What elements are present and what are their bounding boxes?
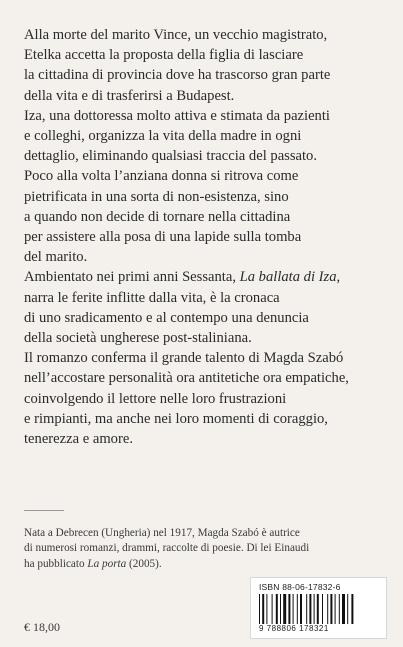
section-divider <box>24 510 64 511</box>
back-cover-blurb <box>24 25 384 449</box>
price-label: € 18,00 <box>24 620 60 634</box>
barcode-label <box>250 577 387 639</box>
barcode-digits: 9 788806 178321 <box>259 624 329 633</box>
blurb-line: Il romanzo conferma il grande talento di Magda Szabó <box>24 350 344 367</box>
bio-line <box>24 557 384 572</box>
bio-line: di numerosi romanzi, drammi, raccolte di poesie. Di lei Einaudi <box>24 542 310 555</box>
blurb-line: del marito. <box>24 249 88 266</box>
blurb-line: a quando non decide di tornare nella cittadina <box>24 208 291 225</box>
blurb-line: pietrificata in una sorta di non-esistenza, sino <box>24 188 289 205</box>
blurb-line: Alla morte del marito Vince, un vecchio magistrato, <box>24 27 328 43</box>
blurb-line: Poco alla volta l’anziana donna si ritrova come <box>24 168 299 185</box>
blurb-line: la cittadina di provincia dove ha trascorso gran parte <box>24 67 331 84</box>
blurb-line: nell’accostare personalità ora antitetiche ora empatiche, <box>24 370 349 387</box>
book-title: La ballata di Iza <box>239 269 337 286</box>
blurb-line-prefix: Ambientato nei primi anni Sessanta, <box>24 269 240 286</box>
blurb-line: della società ungherese post-staliniana. <box>24 330 252 347</box>
blurb-line-suffix: , <box>336 269 341 286</box>
barcode-icon <box>259 594 377 624</box>
blurb-line: narra le ferite inflitte dalla vita, è la cronaca <box>24 289 280 306</box>
author-bio <box>24 526 384 572</box>
bio-line-prefix: ha pubblicato <box>24 557 88 570</box>
blurb-line: dettaglio, eliminando qualsiasi traccia del passato. <box>24 148 318 165</box>
blurb-line: Etelka accetta la proposta della figlia di lasciare <box>24 47 304 64</box>
blurb-line: coinvolgendo il lettore nelle loro frustrazioni <box>24 390 287 407</box>
blurb-line-with-title <box>24 267 384 287</box>
blurb-line: Iza, una dottoressa molto attiva e stimata da pazienti <box>24 107 330 124</box>
blurb-line: e colleghi, organizza la vita della madre in ogni <box>24 128 302 145</box>
bio-book-title: La porta <box>87 557 127 570</box>
bio-line: Nata a Debrecen (Ungheria) nel 1917, Magda Szabó è autrice <box>24 527 300 539</box>
blurb-line: per assistere alla posa di una lapide sulla tomba <box>24 229 302 246</box>
blurb-line: della vita e di trasferirsi a Budapest. <box>24 87 235 104</box>
blurb-line: tenerezza e amore. <box>24 431 133 448</box>
blurb-line: di uno sradicamento e al contempo una denuncia <box>24 309 309 326</box>
blurb-line: e rimpianti, ma anche nei loro momenti di coraggio, <box>24 410 328 427</box>
isbn-text: ISBN 88-06-17832-6 <box>259 582 341 592</box>
bio-line-suffix: (2005). <box>126 557 162 570</box>
